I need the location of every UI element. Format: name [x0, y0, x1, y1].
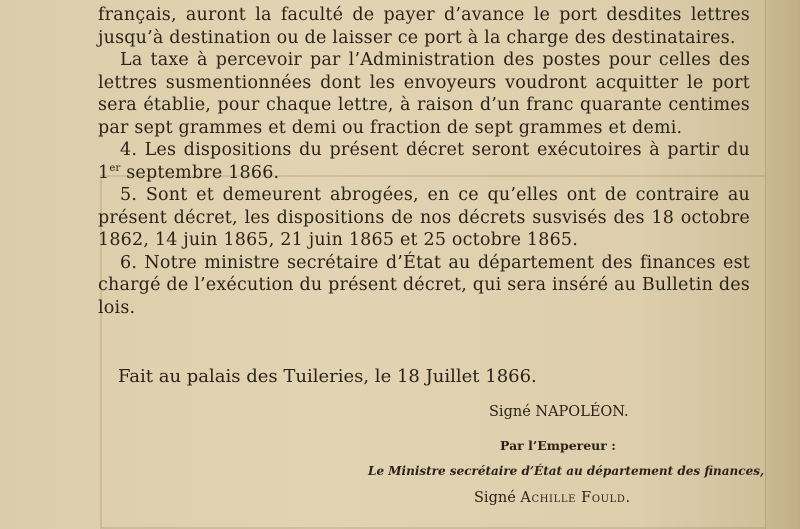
emperor-name: NAPOLÉON. — [535, 404, 629, 420]
paragraph-1: français, auront la faculté de payer d’avance le port desdites lettres jusqu’à destination ou de laisser ce port à la charge des destinataires. — [98, 5, 750, 48]
place-and-date: Fait au palais des Tuileries, le 18 Juillet 1866. — [118, 366, 537, 387]
article-4 — [98, 139, 750, 184]
minister-title: Le Ministre secrétaire d’État au département des finances, — [368, 464, 765, 478]
article-4-text: 4. Les dispositions du présent décret seront exécutoires à partir du 1 — [98, 140, 750, 183]
by-emperor-line: Par l’Empereur : — [500, 438, 616, 453]
signed-label-2: Signé — [474, 490, 521, 506]
article-5: 5. Sont et demeurent abrogées, en ce qu’elles ont de contraire au présent décret, les dispositions de nos décrets susvisés des 18 octobre 1862, 14 juin 1865, 21 juin 1865 et 25 octobre 1865. — [98, 185, 750, 250]
signature-minister — [474, 490, 631, 506]
article-4-date: septembre 1866. — [120, 162, 280, 183]
page-gutter — [765, 0, 800, 529]
decree-body — [98, 4, 750, 319]
signed-label: Signé — [489, 404, 536, 420]
minister-name: Achille Fould. — [520, 490, 631, 506]
ordinal-superscript: er — [109, 162, 121, 174]
signature-emperor — [489, 404, 629, 420]
paragraph-2: La taxe à percevoir par l’Administration des postes pour celles des lettres susmentionnées dont les envoyeurs voudront acquitter le port sera établie, pour chaque lettre, à raison d’un franc quarante centimes par sept grammes et demi ou fraction de sept grammes et demi. — [98, 50, 750, 138]
article-6: 6. Notre ministre secrétaire d’État au département des finances est chargé de l’exécution du présent décret, qui sera inséré au Bulletin des lois. — [98, 252, 750, 318]
